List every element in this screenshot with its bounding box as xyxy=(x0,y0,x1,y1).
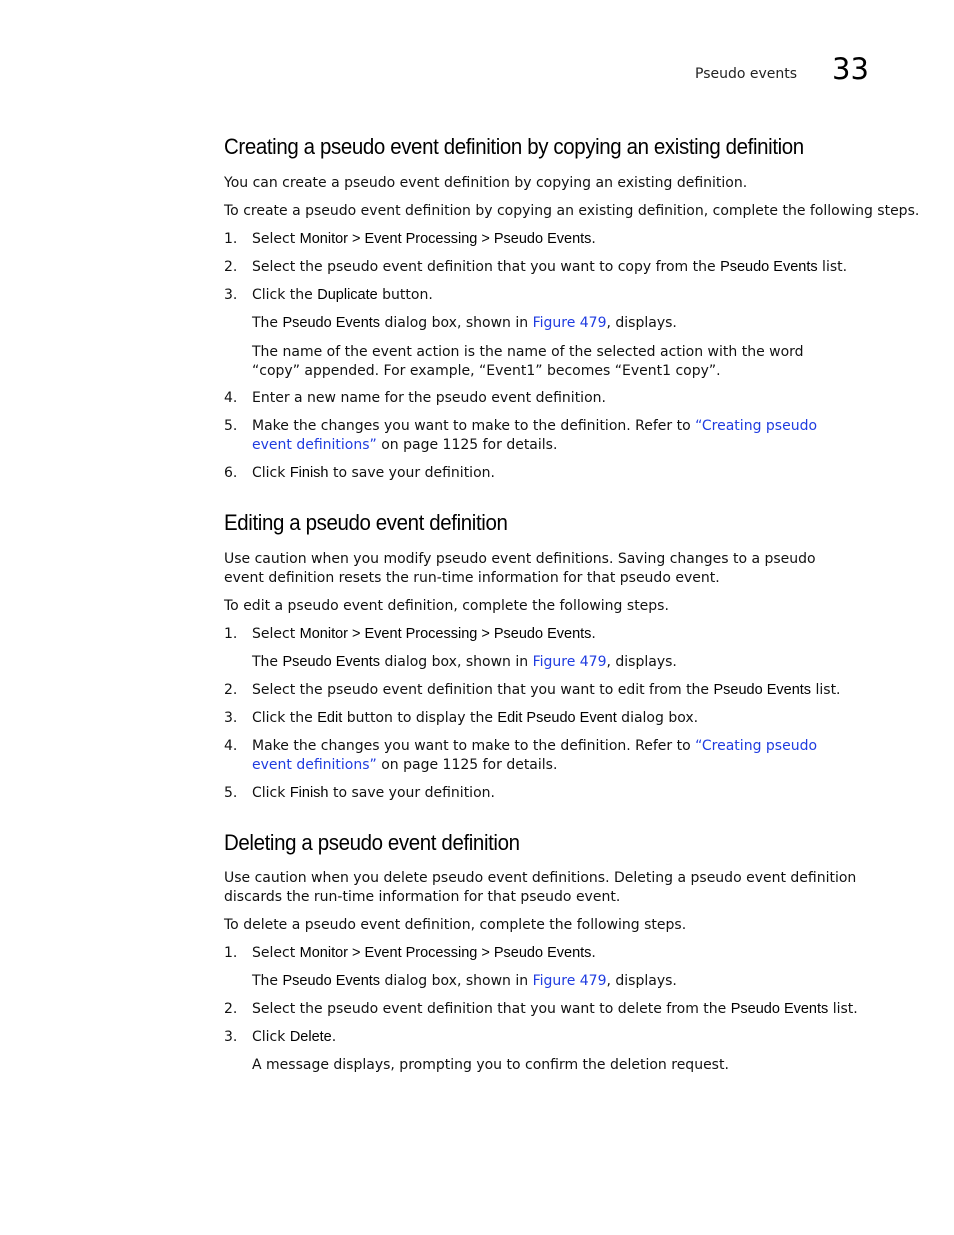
edit-note-1: The Pseudo Events dialog box, shown in Figure 479, displays. xyxy=(252,654,677,670)
edit-intro-1: Use caution when you modify pseudo event definitions. Saving changes to a pseudo event definition resets the run-time information for that pseudo event. xyxy=(224,551,816,586)
menu-path: Monitor > Event Processing > Pseudo Events xyxy=(299,626,592,642)
menu-path: Monitor > Event Processing > Pseudo Events xyxy=(299,945,592,961)
copy-intro-2: To create a pseudo event definition by copying an existing definition, complete the following steps. xyxy=(224,203,920,219)
step-number: 1. xyxy=(224,945,238,961)
copy-intro-1: You can create a pseudo event definition by copying an existing definition. xyxy=(224,175,748,191)
menu-path: Monitor > Event Processing > Pseudo Events xyxy=(299,231,592,247)
section-title-copy: Creating a pseudo event definition by copying an existing definition xyxy=(224,134,804,159)
figure-link[interactable]: Figure 479 xyxy=(532,973,607,989)
section-title-edit: Editing a pseudo event definition xyxy=(224,510,508,535)
step-number: 3. xyxy=(224,710,238,726)
step-number: 1. xyxy=(224,626,238,642)
copy-note-1: The Pseudo Events dialog box, shown in Figure 479, displays. xyxy=(252,315,677,331)
chapter-number: 33 xyxy=(832,52,869,86)
section-title-delete: Deleting a pseudo event definition xyxy=(224,830,520,855)
step-number: 4. xyxy=(224,390,238,406)
step-number: 3. xyxy=(224,1029,238,1045)
step-number: 2. xyxy=(224,259,238,275)
step-number: 3. xyxy=(224,287,238,303)
running-header-section: Pseudo events xyxy=(695,66,798,82)
step-number: 1. xyxy=(224,231,238,247)
cross-ref-link[interactable]: “Creating pseudo event definitions” xyxy=(252,418,818,453)
figure-link[interactable]: Figure 479 xyxy=(532,315,607,331)
step-number: 2. xyxy=(224,1001,238,1017)
step-number: 5. xyxy=(224,785,238,801)
step-number: 5. xyxy=(224,418,238,434)
delete-intro-2: To delete a pseudo event definition, complete the following steps. xyxy=(224,917,687,933)
step-number: 6. xyxy=(224,465,238,481)
delete-note-1: The Pseudo Events dialog box, shown in Figure 479, displays. xyxy=(252,973,677,989)
cross-ref-link[interactable]: “Creating pseudo event definitions” xyxy=(252,738,818,773)
figure-link[interactable]: Figure 479 xyxy=(532,654,607,670)
step-number: 4. xyxy=(224,738,238,754)
delete-note-2: A message displays, prompting you to confirm the deletion request. xyxy=(252,1057,729,1073)
delete-intro-1: Use caution when you delete pseudo event definitions. Deleting a pseudo event definition discards the run-time information for that pseudo event. xyxy=(224,870,857,905)
edit-intro-2: To edit a pseudo event definition, complete the following steps. xyxy=(224,598,669,614)
copy-note-2: The name of the event action is the name of the selected action with the word “copy” appended. For example, “Event1” becomes “Event1 copy”. xyxy=(252,344,804,379)
step-number: 2. xyxy=(224,682,238,698)
